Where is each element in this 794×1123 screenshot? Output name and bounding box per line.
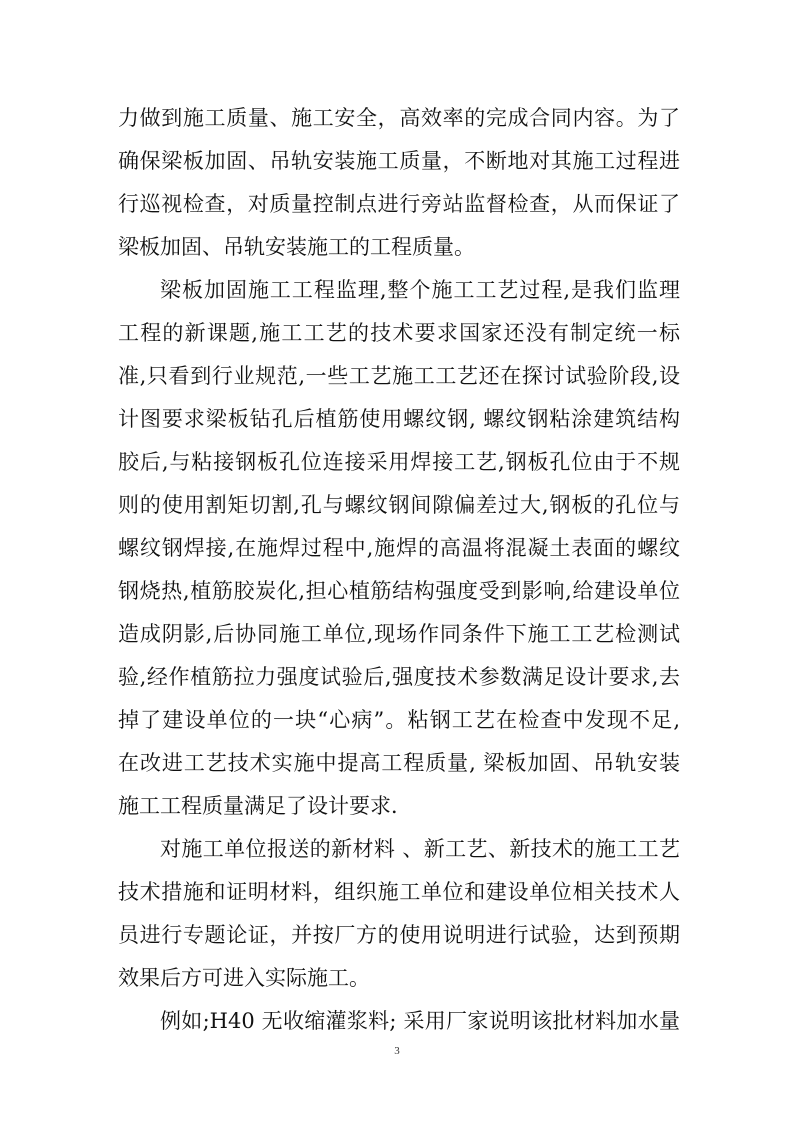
text-line: 螺纹钢焊接,在施焊过程中,施焊的高温将混凝土表面的螺纹 (118, 536, 680, 560)
text-line: 施工工程质量满足了设计要求． (118, 794, 412, 818)
text-line: 对施工单位报送的新材料 、新工艺、新技术的施工工艺 (160, 837, 680, 861)
text-line: 梁板加固施工工程监理,整个施工工艺过程,是我们监理 (160, 278, 680, 302)
text-line: 工程的新课题,施工工艺的技术要求国家还没有制定统一标 (118, 321, 680, 345)
text-line: 准,只看到行业规范,一些工艺施工工艺还在探讨试验阶段,设 (118, 364, 680, 388)
text-line: 胶后,与粘接钢板孔位连接采用焊接工艺,钢板孔位由于不规 (118, 450, 680, 474)
text-line: 确保梁板加固、吊轨安装施工质量，不断地对其施工过程进 (118, 149, 680, 173)
text-line: 梁板加固、吊轨安装施工的工程质量。 (118, 235, 475, 259)
text-line: 则的使用割矩切割,孔与螺纹钢间隙偏差过大,钢板的孔位与 (118, 493, 680, 517)
text-line: 技术措施和证明材料，组织施工单位和建设单位相关技术人 (118, 880, 680, 904)
text-line: 计图要求梁板钻孔后植筋使用螺纹钢, 螺纹钢粘涂建筑结构 (118, 407, 680, 431)
text-line: 效果后方可进入实际施工。 (118, 966, 370, 990)
text-line: 员进行专题论证，并按厂方的使用说明进行试验，达到预期 (118, 923, 680, 947)
text-line: 行巡视检查，对质量控制点进行旁站监督检查，从而保证了 (118, 192, 680, 216)
text-line: 验,经作植筋拉力强度试验后,强度技术参数满足设计要求,去 (118, 665, 680, 689)
page-number: 3 (394, 1045, 400, 1057)
text-line: 造成阴影,后协同施工单位,现场作同条件下施工工艺检测试 (118, 622, 680, 646)
text-line: 在改进工艺技术实施中提高工程质量, 梁板加固、吊轨安装 (118, 751, 680, 775)
text-line: 钢烧热,植筋胶炭化,担心植筋结构强度受到影响,给建设单位 (118, 579, 680, 603)
text-line: 例如;H40 无收缩灌浆料; 采用厂家说明该批材料加水量 (160, 1009, 680, 1033)
text-line: 掉了建设单位的一块“心病”。粘钢工艺在检查中发现不足, (118, 708, 680, 732)
text-line: 力做到施工质量、施工安全，高效率的完成合同内容。为了 (118, 106, 680, 130)
